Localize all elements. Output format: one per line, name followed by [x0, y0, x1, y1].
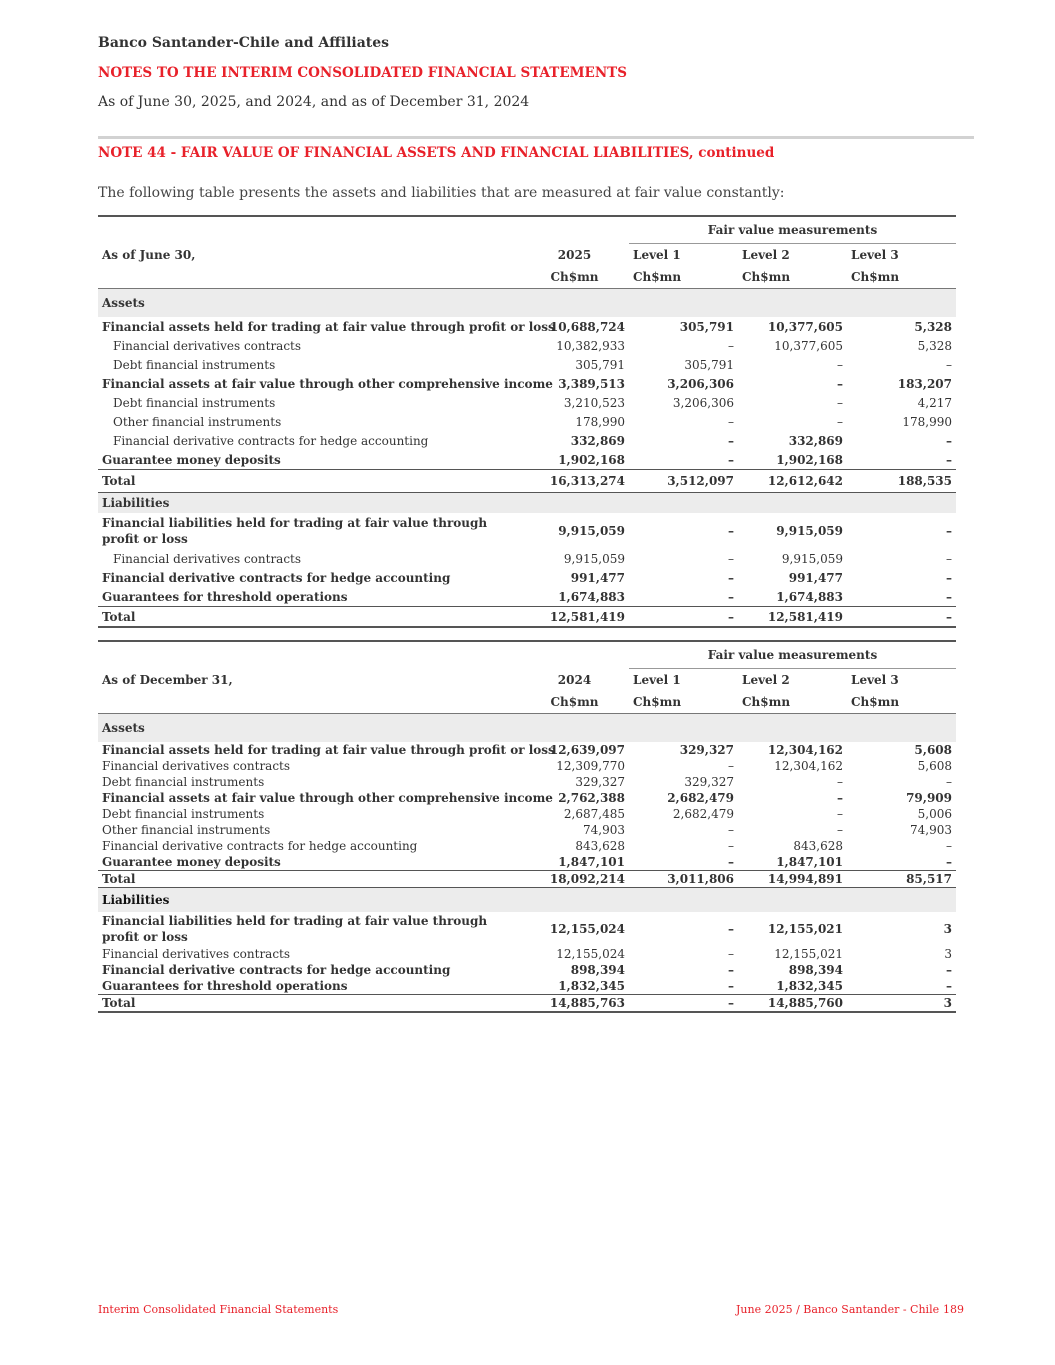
page-number: 189 — [943, 1303, 964, 1316]
table-row: Financial derivative contracts for hedge accounting 843,628 – 843,628 – — [102, 839, 952, 853]
col-header: 2025 — [557, 247, 592, 262]
unit-label: Ch$mn — [738, 266, 847, 289]
table-row: Financial assets held for trading at fair value through profit or loss 10,688,724 305,791 10,377,605 5,328 — [102, 319, 952, 334]
table-row: Financial derivative contracts for hedge accounting 991,477 – 991,477 – — [102, 570, 952, 585]
as-of-label: As of June 30, — [102, 247, 196, 262]
section-label-assets: Assets — [98, 289, 956, 318]
unit-label: Ch$mn — [520, 691, 629, 714]
table-row: Financial liabilities held for trading at fair value through profit or loss 9,915,059 – 9,915,059 – — [102, 516, 952, 546]
fair-value-table-december-2024 — [98, 640, 956, 1013]
total-row: Total 18,092,214 3,011,806 14,994,891 85,517 — [102, 872, 952, 886]
intro-text: The following table presents the assets and liabilities that are measured at fair value constantly: — [98, 185, 785, 201]
table-row: Debt financial instruments 329,327 329,327 – – — [102, 775, 952, 789]
note-title: NOTE 44 - FAIR VALUE OF FINANCIAL ASSETS AND FINANCIAL LIABILITIES, continued — [98, 145, 775, 161]
col-header: 2024 — [557, 672, 592, 687]
company-name: Banco Santander-Chile and Affiliates — [98, 35, 390, 51]
col-header: Level 2 — [742, 248, 790, 262]
table-row: Financial derivatives contracts 12,309,770 – 12,304,162 5,608 — [102, 759, 952, 773]
table-row: Other financial instruments 74,903 – – 74,903 — [102, 823, 952, 837]
col-header: Level 1 — [633, 248, 681, 262]
col-header: Level 3 — [851, 673, 899, 687]
unit-label: Ch$mn — [847, 266, 956, 289]
header-divider — [98, 136, 974, 139]
table-row: Other financial instruments 178,990 – – 178,990 — [113, 414, 952, 429]
unit-label: Ch$mn — [520, 266, 629, 289]
table-row: Debt financial instruments 3,210,523 3,206,306 – 4,217 — [113, 395, 952, 410]
fair-value-table-june-2025 — [98, 215, 956, 628]
group-header: Fair value measurements — [629, 642, 956, 669]
unit-label: Ch$mn — [629, 266, 738, 289]
section-label-assets: Assets — [98, 714, 956, 743]
table-row: Financial assets held for trading at fair value through profit or loss 12,639,097 329,327 12,304,162 5,608 — [102, 743, 952, 757]
total-row: Total 14,885,763 – 14,885,760 3 — [98, 995, 956, 1013]
table-row: Guarantees for threshold operations 1,674,883 – 1,674,883 – — [98, 587, 956, 607]
col-header: Level 2 — [742, 673, 790, 687]
as-of-label: As of December 31, — [102, 672, 233, 687]
notes-title: NOTES TO THE INTERIM CONSOLIDATED FINANCIAL STATEMENTS — [98, 65, 627, 81]
table-row: Guarantee money deposits 1,902,168 – 1,902,168 – — [98, 450, 956, 470]
section-label-liabilities: Liabilities — [98, 888, 956, 913]
total-row: Total 12,581,419 – 12,581,419 – — [98, 607, 956, 628]
footer-document-title: Interim Consolidated Financial Statements — [98, 1303, 339, 1316]
table-row: Financial derivatives contracts 12,155,024 – 12,155,021 3 — [102, 947, 952, 961]
unit-label: Ch$mn — [629, 691, 738, 714]
col-header: Level 1 — [633, 673, 681, 687]
table-row: Financial derivative contracts for hedge accounting 898,394 – 898,394 – — [102, 963, 952, 977]
table-row: Financial liabilities held for trading at fair value through profit or loss 12,155,024 – 12,155,021 3 — [102, 914, 952, 944]
unit-label: Ch$mn — [738, 691, 847, 714]
table-row: Debt financial instruments 305,791 305,791 – – — [113, 357, 952, 372]
table-row: Financial assets at fair value through other comprehensive income 2,762,388 2,682,479 – 79,909 — [102, 791, 952, 805]
table-row: Financial derivatives contracts 10,382,933 – 10,377,605 5,328 — [113, 338, 952, 353]
col-header: Level 3 — [851, 248, 899, 262]
footer-period-bank: June 2025 / Banco Santander - Chile — [736, 1303, 940, 1316]
table-row: Financial derivative contracts for hedge accounting 332,869 – 332,869 – — [113, 433, 952, 448]
table-row: Guarantees for threshold operations 1,832,345 – 1,832,345 – — [98, 978, 956, 995]
table-row: Guarantee money deposits 1,847,101 – 1,847,101 – — [98, 854, 956, 871]
group-header: Fair value measurements — [629, 217, 956, 244]
total-row: Total 16,313,274 3,512,097 12,612,642 188,535 — [102, 474, 952, 488]
table-row: Debt financial instruments 2,687,485 2,682,479 – 5,006 — [102, 807, 952, 821]
period-subtitle: As of June 30, 2025, and 2024, and as of December 31, 2024 — [98, 94, 530, 110]
table-row: Financial derivatives contracts 9,915,059 – 9,915,059 – — [113, 551, 952, 566]
unit-label: Ch$mn — [847, 691, 956, 714]
section-label-liabilities: Liabilities — [98, 493, 956, 514]
table-row: Financial assets at fair value through other comprehensive income 3,389,513 3,206,306 – 183,207 — [102, 376, 952, 391]
